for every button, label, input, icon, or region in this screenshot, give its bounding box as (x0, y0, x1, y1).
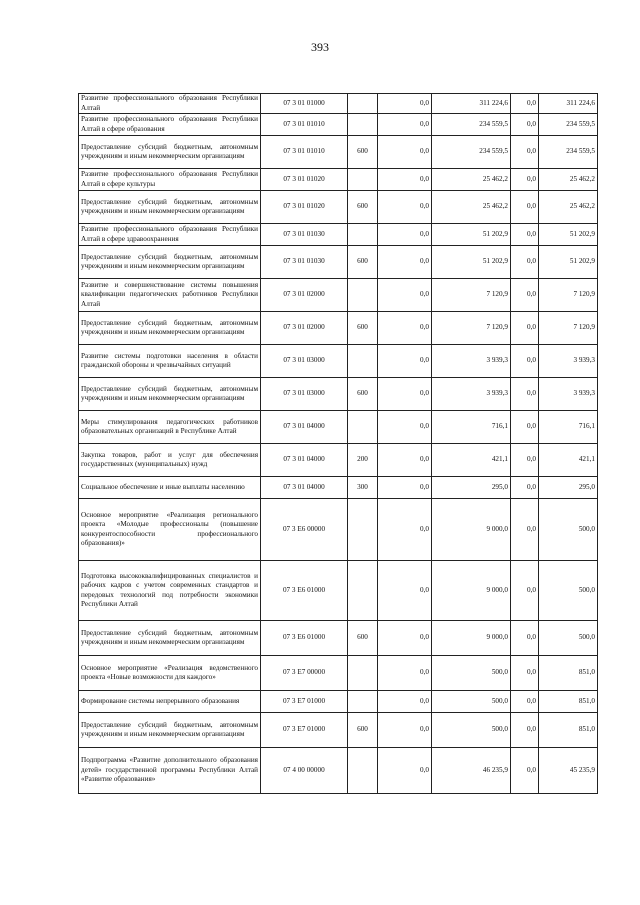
table-row (79, 621, 598, 656)
row-name-cell: Закупка товаров, работ и услуг для обеспечения государственных (муниципальных) нужд (79, 444, 261, 477)
row-amount-1-cell: 0,0 (378, 411, 432, 444)
row-amount-4-cell: 234 559,5 (539, 136, 598, 169)
row-amount-1-cell: 0,0 (378, 169, 432, 191)
row-code-cell: 07 3 01 04000 (261, 477, 348, 499)
row-code-cell: 07 3 01 02000 (261, 279, 348, 312)
table-row (79, 477, 598, 499)
row-amount-3-cell: 0,0 (511, 691, 539, 713)
table-row (79, 444, 598, 477)
row-amount-2-cell: 311 224,6 (432, 94, 511, 114)
row-amount-1-cell: 0,0 (378, 114, 432, 136)
row-amount-3-cell: 0,0 (511, 191, 539, 224)
row-expense-type-cell (348, 224, 378, 246)
row-amount-2-cell: 46 235,9 (432, 748, 511, 794)
page-number: 393 (311, 40, 329, 54)
row-code-cell: 07 3 E6 01000 (261, 561, 348, 621)
row-amount-1-cell: 0,0 (378, 656, 432, 691)
row-amount-4-cell: 851,0 (539, 691, 598, 713)
table-row (79, 136, 598, 169)
row-amount-4-cell: 234 559,5 (539, 114, 598, 136)
row-amount-2-cell: 51 202,9 (432, 246, 511, 279)
row-code-cell: 07 3 01 01010 (261, 136, 348, 169)
row-name-cell: Основное мероприятие «Реализация ведомственного проекта «Новые возможности для каждого» (79, 656, 261, 691)
row-amount-2-cell: 9 000,0 (432, 621, 511, 656)
row-expense-type-cell (348, 561, 378, 621)
row-amount-4-cell: 851,0 (539, 656, 598, 691)
row-code-cell: 07 3 E6 00000 (261, 499, 348, 561)
row-amount-3-cell: 0,0 (511, 477, 539, 499)
row-amount-4-cell: 311 224,6 (539, 94, 598, 114)
row-expense-type-cell (348, 748, 378, 794)
row-code-cell: 07 3 E7 01000 (261, 713, 348, 748)
row-amount-3-cell: 0,0 (511, 114, 539, 136)
row-name-cell: Подпрограмма «Развитие дополнительного образования детей» государственной программы Республики Алтай «Развитие образования» (79, 748, 261, 794)
row-name-cell: Предоставление субсидий бюджетным, автономным учреждениям и иным некоммерческим организациям (79, 378, 261, 411)
table-row (79, 656, 598, 691)
row-amount-3-cell: 0,0 (511, 378, 539, 411)
row-amount-1-cell: 0,0 (378, 748, 432, 794)
row-amount-1-cell: 0,0 (378, 345, 432, 378)
row-amount-1-cell: 0,0 (378, 246, 432, 279)
row-name-cell: Развитие профессионального образования Республики Алтай в сфере культуры (79, 169, 261, 191)
row-amount-2-cell: 3 939,3 (432, 345, 511, 378)
row-amount-4-cell: 3 939,3 (539, 345, 598, 378)
table-row (79, 411, 598, 444)
row-code-cell: 07 3 01 02000 (261, 312, 348, 345)
row-expense-type-cell: 300 (348, 477, 378, 499)
row-amount-2-cell: 234 559,5 (432, 114, 511, 136)
row-code-cell: 07 4 00 00000 (261, 748, 348, 794)
row-amount-1-cell: 0,0 (378, 224, 432, 246)
row-amount-4-cell: 295,0 (539, 477, 598, 499)
row-code-cell: 07 3 E7 00000 (261, 656, 348, 691)
row-amount-2-cell: 3 939,3 (432, 378, 511, 411)
row-name-cell: Предоставление субсидий бюджетным, автономным учреждениям и иным некоммерческим организациям (79, 713, 261, 748)
row-expense-type-cell: 600 (348, 191, 378, 224)
row-code-cell: 07 3 E6 01000 (261, 621, 348, 656)
row-amount-3-cell: 0,0 (511, 656, 539, 691)
row-name-cell: Основное мероприятие «Реализация регионального проекта «Молодые профессионалы (повышение конкурентоспособности профессионального образования)» (79, 499, 261, 561)
row-amount-3-cell: 0,0 (511, 621, 539, 656)
row-name-cell: Подготовка высококвалифицированных специалистов и рабочих кадров с учетом современных стандартов и передовых технологий под потребности экономики Республики Алтай (79, 561, 261, 621)
row-name-cell: Развитие профессионального образования Республики Алтай в сфере образования (79, 114, 261, 136)
row-amount-3-cell: 0,0 (511, 345, 539, 378)
table-row (79, 279, 598, 312)
row-amount-4-cell: 7 120,9 (539, 312, 598, 345)
row-amount-3-cell: 0,0 (511, 444, 539, 477)
table-row (79, 691, 598, 713)
row-amount-4-cell: 500,0 (539, 561, 598, 621)
row-amount-1-cell: 0,0 (378, 561, 432, 621)
row-expense-type-cell (348, 279, 378, 312)
row-amount-1-cell: 0,0 (378, 477, 432, 499)
row-amount-4-cell: 25 462,2 (539, 191, 598, 224)
row-code-cell: 07 3 01 04000 (261, 411, 348, 444)
row-code-cell: 07 3 01 03000 (261, 345, 348, 378)
row-amount-1-cell: 0,0 (378, 94, 432, 114)
row-code-cell: 07 3 01 01030 (261, 246, 348, 279)
row-amount-1-cell: 0,0 (378, 499, 432, 561)
row-expense-type-cell (348, 169, 378, 191)
table-row (79, 114, 598, 136)
row-expense-type-cell: 600 (348, 713, 378, 748)
row-expense-type-cell (348, 114, 378, 136)
row-amount-1-cell: 0,0 (378, 444, 432, 477)
table-row (79, 561, 598, 621)
row-name-cell: Социальное обеспечение и иные выплаты населению (79, 477, 261, 499)
table-row (79, 246, 598, 279)
row-name-cell: Предоставление субсидий бюджетным, автономным учреждениям и иным некоммерческим организациям (79, 312, 261, 345)
row-amount-4-cell: 45 235,9 (539, 748, 598, 794)
row-amount-1-cell: 0,0 (378, 136, 432, 169)
row-amount-2-cell: 234 559,5 (432, 136, 511, 169)
row-amount-3-cell: 0,0 (511, 279, 539, 312)
row-amount-3-cell: 0,0 (511, 713, 539, 748)
row-name-cell: Предоставление субсидий бюджетным, автономным учреждениям и иным некоммерческим организациям (79, 191, 261, 224)
row-amount-2-cell: 500,0 (432, 656, 511, 691)
row-name-cell: Меры стимулирования педагогических работников образовательных организаций в Республике Алтай (79, 411, 261, 444)
row-amount-3-cell: 0,0 (511, 169, 539, 191)
table-row (79, 345, 598, 378)
row-amount-3-cell: 0,0 (511, 136, 539, 169)
row-expense-type-cell (348, 411, 378, 444)
table-row (79, 191, 598, 224)
row-name-cell: Развитие и совершенствование системы повышения квалификации педагогических работников Республики Алтай (79, 279, 261, 312)
table-row (79, 713, 598, 748)
row-code-cell: 07 3 01 01000 (261, 94, 348, 114)
row-amount-1-cell: 0,0 (378, 691, 432, 713)
row-expense-type-cell: 600 (348, 246, 378, 279)
row-amount-1-cell: 0,0 (378, 621, 432, 656)
row-amount-2-cell: 7 120,9 (432, 279, 511, 312)
row-amount-1-cell: 0,0 (378, 191, 432, 224)
row-amount-3-cell: 0,0 (511, 94, 539, 114)
row-name-cell: Формирование системы непрерывного образования (79, 691, 261, 713)
row-amount-2-cell: 295,0 (432, 477, 511, 499)
row-amount-2-cell: 25 462,2 (432, 169, 511, 191)
row-expense-type-cell: 600 (348, 312, 378, 345)
row-expense-type-cell (348, 94, 378, 114)
row-amount-1-cell: 0,0 (378, 378, 432, 411)
row-expense-type-cell: 600 (348, 136, 378, 169)
row-amount-3-cell: 0,0 (511, 246, 539, 279)
row-expense-type-cell (348, 691, 378, 713)
row-amount-2-cell: 25 462,2 (432, 191, 511, 224)
row-expense-type-cell (348, 345, 378, 378)
row-expense-type-cell (348, 499, 378, 561)
row-amount-3-cell: 0,0 (511, 748, 539, 794)
row-amount-2-cell: 9 000,0 (432, 561, 511, 621)
row-code-cell: 07 3 01 01010 (261, 114, 348, 136)
row-amount-3-cell: 0,0 (511, 224, 539, 246)
row-code-cell: 07 3 01 04000 (261, 444, 348, 477)
table-row (79, 169, 598, 191)
table-row (79, 94, 598, 114)
row-code-cell: 07 3 01 01020 (261, 169, 348, 191)
row-amount-4-cell: 851,0 (539, 713, 598, 748)
row-amount-4-cell: 25 462,2 (539, 169, 598, 191)
row-amount-2-cell: 9 000,0 (432, 499, 511, 561)
row-amount-1-cell: 0,0 (378, 279, 432, 312)
table-row (79, 499, 598, 561)
row-amount-4-cell: 500,0 (539, 621, 598, 656)
row-amount-3-cell: 0,0 (511, 499, 539, 561)
row-amount-2-cell: 421,1 (432, 444, 511, 477)
row-name-cell: Предоставление субсидий бюджетным, автономным учреждениям и иным некоммерческим организациям (79, 136, 261, 169)
row-name-cell: Развитие системы подготовки населения в области гражданской обороны и чрезвычайных ситуаций (79, 345, 261, 378)
row-amount-4-cell: 7 120,9 (539, 279, 598, 312)
row-amount-4-cell: 716,1 (539, 411, 598, 444)
row-amount-2-cell: 7 120,9 (432, 312, 511, 345)
row-amount-4-cell: 51 202,9 (539, 246, 598, 279)
row-name-cell: Предоставление субсидий бюджетным, автономным учреждениям и иным некоммерческим организациям (79, 621, 261, 656)
row-amount-1-cell: 0,0 (378, 312, 432, 345)
row-amount-2-cell: 500,0 (432, 713, 511, 748)
row-amount-3-cell: 0,0 (511, 561, 539, 621)
row-expense-type-cell: 600 (348, 378, 378, 411)
row-code-cell: 07 3 01 01020 (261, 191, 348, 224)
row-amount-4-cell: 3 939,3 (539, 378, 598, 411)
row-amount-2-cell: 51 202,9 (432, 224, 511, 246)
row-amount-4-cell: 500,0 (539, 499, 598, 561)
row-expense-type-cell: 600 (348, 621, 378, 656)
row-name-cell: Развитие профессионального образования Республики Алтай (79, 94, 261, 114)
table-row (79, 378, 598, 411)
row-code-cell: 07 3 E7 01000 (261, 691, 348, 713)
row-amount-2-cell: 500,0 (432, 691, 511, 713)
table-row (79, 312, 598, 345)
row-amount-4-cell: 51 202,9 (539, 224, 598, 246)
row-amount-1-cell: 0,0 (378, 713, 432, 748)
row-amount-3-cell: 0,0 (511, 411, 539, 444)
row-name-cell: Предоставление субсидий бюджетным, автономным учреждениям и иным некоммерческим организациям (79, 246, 261, 279)
row-name-cell: Развитие профессионального образования Республики Алтай в сфере здравоохранения (79, 224, 261, 246)
table-row (79, 748, 598, 794)
row-amount-3-cell: 0,0 (511, 312, 539, 345)
row-code-cell: 07 3 01 03000 (261, 378, 348, 411)
row-amount-4-cell: 421,1 (539, 444, 598, 477)
budget-table-body (79, 94, 598, 794)
table-row (79, 224, 598, 246)
row-code-cell: 07 3 01 01030 (261, 224, 348, 246)
row-expense-type-cell (348, 656, 378, 691)
row-amount-2-cell: 716,1 (432, 411, 511, 444)
row-expense-type-cell: 200 (348, 444, 378, 477)
budget-table (78, 93, 598, 794)
